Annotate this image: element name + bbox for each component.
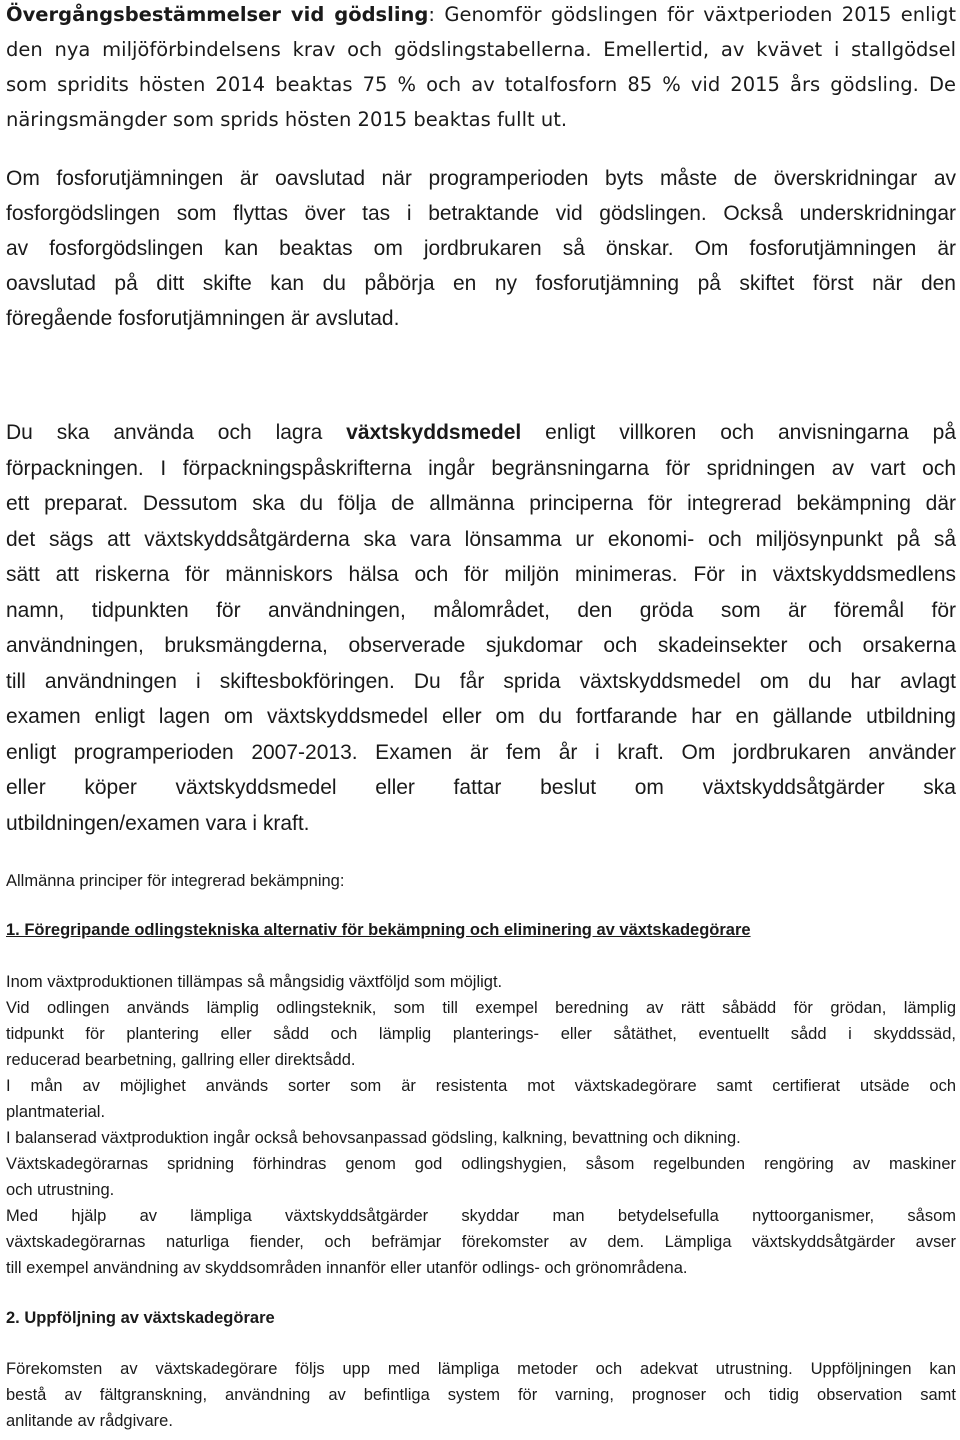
text-line: Inom växtproduktionen tillämpas så mångsidig växtföljd som möjligt.	[6, 973, 503, 991]
text-line: Vid odlingen används lämplig odlingsteknik, som till exempel beredning av rätt såbädd för grödan, lämplig	[6, 999, 956, 1017]
text-line: Övergångsbestämmelser vid gödsling: Genomför gödslingen för växtperioden 2015 enligt	[6, 3, 956, 26]
paragraph-plant-protection	[6, 415, 956, 841]
text-line: plantmaterial.	[6, 1103, 106, 1121]
bold-term: växtskyddsmedel	[346, 421, 522, 444]
text-line: anlitande av rådgivare.	[6, 1412, 173, 1430]
text-line: till användningen i skiftesbokföringen. Du får sprida växtskyddsmedel om du har avlagt	[6, 669, 956, 693]
text-line: fosforgödslingen som flyttas över tas i betraktande vid gödslingen. Också underskridningar	[6, 202, 956, 225]
text-line: examen enligt lagen om växtskyddsmedel eller om du fortfarande har en gällande utbildning	[6, 705, 956, 728]
text-line: näringsmängder som sprids hösten 2015 beaktas fullt ut.	[6, 108, 568, 131]
text-line: Växtskadegörarnas spridning förhindras genom god odlingshygien, såsom regelbunden rengöring av maskiner	[6, 1155, 956, 1173]
text-line: ett preparat. Dessutom ska du följa de allmänna principerna för integrerad bekämpning där	[6, 492, 956, 515]
text-line: förpackningen. I förpackningspåskrifterna ingår begränsningarna för spridningen av vart och	[6, 456, 956, 480]
text-line: som spridits hösten 2014 beaktas 75 % och av totalfosforn 85 % vid 2015 års gödsling. De	[6, 73, 956, 96]
paragraph-monitoring	[6, 1356, 956, 1434]
text-line: det sägs att växtskyddsåtgärderna ska vara lönsamma ur ekonomi- och miljösynpunkt på så	[6, 527, 956, 551]
text-line: föregående fosforutjämningen är avslutad.	[6, 307, 400, 330]
text-line: tidpunkt för plantering eller sådd och lämplig planterings- eller såtäthet, eventuellt sådd i skyddssäd,	[6, 1025, 956, 1043]
text-line: reducerad bearbetning, gallring eller direktsådd.	[6, 1051, 356, 1069]
bold-lead: Övergångsbestämmelser vid gödsling	[6, 3, 429, 26]
text-line: växtskadegörarnas naturliga fiender, och befrämjar förekomster av dem. Lämpliga växtskyddsåtgärder avser	[6, 1233, 956, 1251]
text-line: den nya miljöförbindelsens krav och gödslingstabellerna. Emellertid, av kvävet i stallgödsel	[6, 38, 956, 61]
paragraph-phosphorus	[6, 161, 956, 336]
section-heading-2: 2. Uppföljning av växtskadegörare	[6, 1309, 275, 1327]
text-line: till exempel användning av skyddsområden innanför eller utanför odlings- och grönområdena.	[6, 1259, 688, 1277]
section-heading-1: 1. Föregripande odlingstekniska alternativ för bekämpning och eliminering av växtskadegörare	[6, 921, 751, 939]
text-line: eller köper växtskyddsmedel eller fattar beslut om växtskyddsåtgärder ska	[6, 776, 956, 799]
text-line: Du ska använda och lagra växtskyddsmedel enligt villkoren och anvisningarna på	[6, 421, 956, 444]
text-line: av fosforgödslingen kan beaktas om jordbrukaren så önskar. Om fosforutjämningen är	[6, 237, 956, 260]
paragraph-general-principles: Allmänna principer för integrerad bekämpning:	[6, 872, 345, 890]
text-line: Med hjälp av lämpliga växtskyddsåtgärder skyddar man betydelsefulla nyttoorganismer, såsom	[6, 1207, 956, 1225]
paragraph-transition-rules	[6, 0, 956, 137]
paragraph-preventive-measures	[6, 969, 956, 1281]
text-line: användningen, bruksmängderna, observerade sjukdomar och skadeinsekter och orsakerna	[6, 634, 956, 657]
text-line: sätt att riskerna för människors hälsa och för miljön minimeras. För in växtskyddsmedlens	[6, 563, 956, 586]
text-line: och utrustning.	[6, 1181, 115, 1199]
text-line: namn, tidpunkten för användningen, målområdet, den gröda som är föremål för	[6, 598, 956, 622]
text-line: Förekomsten av växtskadegörare följs upp med lämpliga metoder och adekvat utrustning. Uppföljningen kan	[6, 1360, 956, 1378]
text-line: oavslutad på ditt skifte kan du påbörja en ny fosforutjämning på skiftet först när den	[6, 272, 956, 295]
text-line: I mån av möjlighet används sorter som är resistenta mot växtskadegörare samt certifierat utsäde och	[6, 1077, 956, 1095]
text-line: enligt programperioden 2007-2013. Examen är fem år i kraft. Om jordbrukaren använder	[6, 740, 956, 764]
text-line: bestå av fältgranskning, användning av befintliga system för varning, prognoser och tidig observation samt	[6, 1386, 956, 1404]
text-line: Om fosforutjämningen är oavslutad när programperioden byts måste de överskridningar av	[6, 167, 956, 190]
text-line: utbildningen/examen vara i kraft.	[6, 811, 310, 835]
text-line: I balanserad växtproduktion ingår också behovsanpassad gödsling, kalkning, bevattning och dikning.	[6, 1129, 741, 1147]
